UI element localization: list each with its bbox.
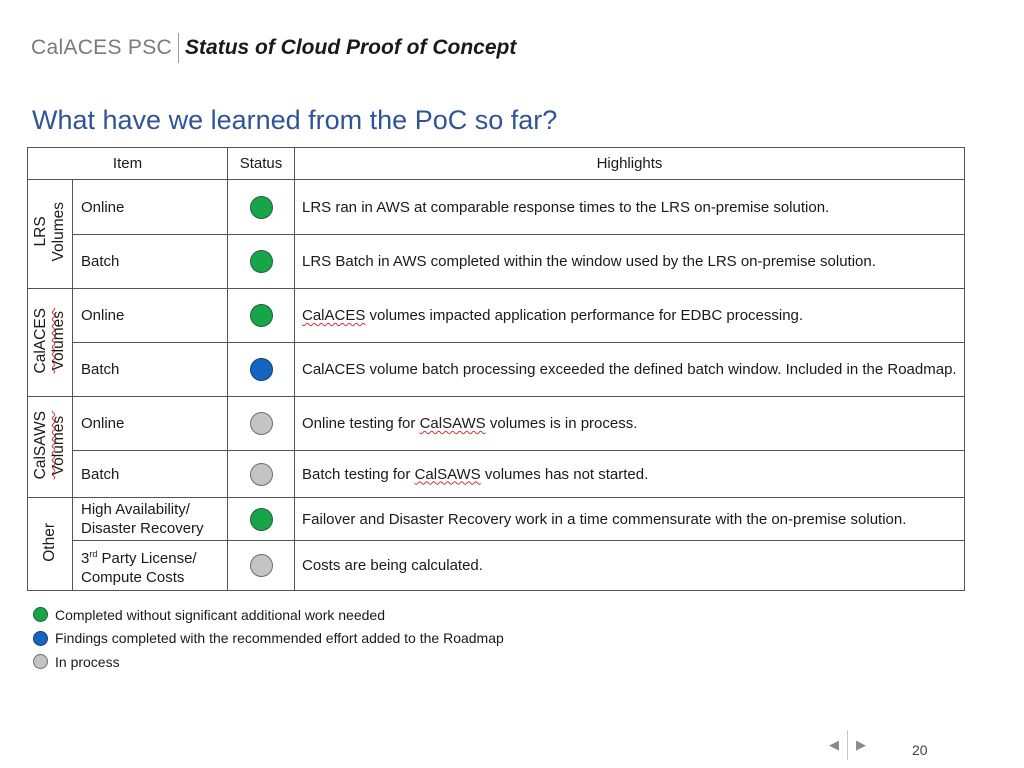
table-row	[28, 180, 965, 235]
legend-complete-icon	[33, 607, 48, 622]
legend-item	[33, 650, 504, 674]
status-cell	[228, 180, 295, 235]
legend-roadmap-icon	[33, 631, 48, 646]
table-row	[28, 498, 965, 541]
highlight-text: Online testing for	[302, 415, 420, 432]
slide-navigation	[826, 730, 869, 760]
status-cell	[228, 498, 295, 541]
group-label-calsaws	[28, 397, 73, 498]
next-slide-icon[interactable]: ▶	[856, 737, 866, 752]
status-complete-icon	[250, 304, 273, 327]
header-title: Status of Cloud Proof of Concept	[185, 36, 517, 59]
item-cell: Online	[73, 180, 228, 235]
item-cell	[73, 498, 228, 541]
table-row	[28, 235, 965, 289]
column-header-highlights: Highlights	[295, 148, 965, 180]
nav-divider	[847, 730, 848, 760]
item-cell: Batch	[73, 235, 228, 289]
status-roadmap-icon	[250, 358, 273, 381]
header	[31, 33, 516, 63]
page-number: 20	[912, 742, 928, 758]
status-cell	[228, 541, 295, 591]
highlight-cell	[295, 451, 965, 498]
status-cell	[228, 343, 295, 397]
legend-label: In process	[55, 653, 120, 670]
highlight-cell: CalACES volume batch processing exceeded the defined batch window. Included in the Roadmap.	[295, 343, 965, 397]
legend-label: Completed without significant additional work needed	[55, 606, 385, 623]
legend-item	[33, 603, 504, 627]
highlight-cell: LRS Batch in AWS completed within the window used by the LRS on-premise solution.	[295, 235, 965, 289]
highlight-keyword: CalSAWS	[419, 415, 486, 432]
group-label-line: Other	[41, 522, 58, 562]
item-line: Disaster Recovery	[81, 520, 204, 537]
highlight-text: volumes has not started.	[480, 465, 649, 483]
item-cell: Online	[73, 397, 228, 451]
status-complete-icon	[250, 196, 273, 219]
highlight-cell	[295, 289, 965, 343]
status-cell	[228, 451, 295, 498]
status-in-process-icon	[250, 554, 273, 577]
item-line: High Availability/	[81, 501, 190, 518]
item-line: Party License/	[97, 549, 197, 567]
item-cell: Batch	[73, 343, 228, 397]
item-cell: Online	[73, 289, 228, 343]
column-header-status: Status	[228, 148, 295, 180]
status-cell	[228, 235, 295, 289]
highlight-text: volumes is in process.	[485, 415, 638, 432]
group-label-other	[28, 498, 73, 591]
page-title: What have we learned from the PoC so far?	[32, 105, 558, 135]
status-complete-icon	[250, 250, 273, 273]
status-in-process-icon	[250, 412, 273, 435]
status-table	[27, 147, 965, 591]
brand-name: CalACES PSC	[31, 36, 173, 59]
group-label-line: Volumes	[50, 202, 67, 262]
table-row	[28, 541, 965, 591]
status-cell	[228, 397, 295, 451]
highlight-keyword: CalSAWS	[414, 465, 481, 483]
column-header-item: Item	[28, 148, 228, 180]
table-row	[28, 289, 965, 343]
legend-item	[33, 627, 504, 651]
highlight-keyword: CalACES	[302, 307, 366, 324]
group-label-line: Volumes	[50, 415, 67, 475]
table-row	[28, 397, 965, 451]
group-label-lrs	[28, 180, 73, 289]
highlight-text: volumes impacted application performance for EDBC processing.	[365, 307, 804, 324]
status-cell	[228, 289, 295, 343]
item-ordinal-suffix: rd	[89, 548, 98, 559]
previous-slide-icon[interactable]: ◀	[829, 737, 839, 752]
item-cell: Batch	[73, 451, 228, 498]
group-label-line: Volumes	[50, 310, 67, 371]
table-row	[28, 451, 965, 498]
highlight-cell: LRS ran in AWS at comparable response times to the LRS on-premise solution.	[295, 180, 965, 235]
item-cell	[73, 541, 228, 591]
status-in-process-icon	[250, 463, 273, 486]
legend-in-process-icon	[33, 654, 48, 669]
table-header-row	[28, 148, 965, 180]
status-complete-icon	[250, 508, 273, 531]
group-label-calaces	[28, 289, 73, 397]
table-row	[28, 343, 965, 397]
highlight-cell	[295, 397, 965, 451]
legend-label: Findings completed with the recommended effort added to the Roadmap	[55, 630, 504, 647]
group-label-line: CalSAWS	[32, 410, 49, 480]
group-label-line: LRS	[32, 216, 49, 248]
header-divider	[178, 33, 179, 63]
item-line: 3	[81, 549, 90, 567]
group-label-line: CalACES	[32, 307, 49, 374]
highlight-cell: Failover and Disaster Recovery work in a time commensurate with the on-premise solution.	[295, 498, 965, 541]
legend	[33, 603, 504, 674]
highlight-cell: Costs are being calculated.	[295, 541, 965, 591]
item-line: Compute Costs	[81, 568, 185, 586]
highlight-text: Batch testing for	[302, 465, 415, 483]
